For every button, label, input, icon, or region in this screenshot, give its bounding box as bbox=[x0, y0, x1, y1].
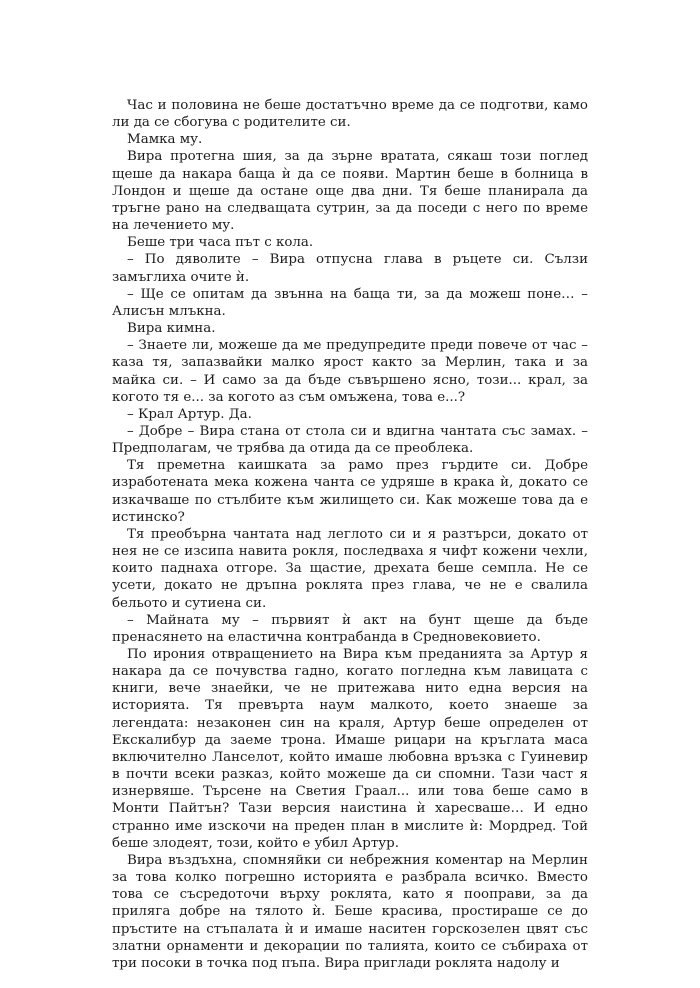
paragraph: Мамка му. bbox=[127, 132, 203, 148]
paragraph: Вира протегна шия, за да зърне вратата, сякаш този поглед щеше да накара баща ѝ да се появи. Мартин беше в болница в Лондон и щеше да остане още два дни. Тя беше планирала да тръгне рано на следващата сутрин, за да поседи с него по време на лечението му. bbox=[112, 149, 588, 234]
paragraph: – Крал Артур. Да. bbox=[127, 406, 252, 422]
book-page-text bbox=[112, 97, 588, 972]
paragraph: Час и половина не беше достатъчно време да се подготви, камо ли да се сбогува с родителите си. bbox=[112, 98, 588, 131]
paragraph: Беше три часа път с кола. bbox=[127, 235, 314, 251]
paragraph: Тя преобърна чантата над леглото си и я разтърси, докато от нея не се изсипа навита рокля, последваха я чифт кожени чехли, които паднаха отгоре. За щастие, дрехата беше семпла. Не се усети, докато не дръпна роклята през глава, че не е свалила бельото и сутиена си. bbox=[112, 526, 588, 611]
paragraph: – Майната му – първият ѝ акт на бунт щеше да бъде пренасянето на еластична контрабанда в Средновековието. bbox=[112, 612, 588, 645]
paragraph: Вира въздъхна, спомняйки си небрежния коментар на Мерлин за това колко погрешно историята е разбрала всичко. Вместо това се съсредоточи върху роклята, като я пооправи, за да приляга добре на тялото ѝ. Беше красива, простираше се до пръстите на стъпалата ѝ и имаше наситен горскозелен цвят със златни орнаменти и декорации по талията, които се събираха от три посоки в точка под пъпа. Вира приглади роклята надолу и bbox=[112, 852, 588, 971]
paragraph: – Добре – Вира стана от стола си и вдигна чантата със замах. – Предполагам, че трябва да отида да се преоблека. bbox=[112, 423, 588, 457]
paragraph: – Знаете ли, можеше да ме предупредите преди повече от час – каза тя, запазвайки малко ярост както за Мерлин, така и за майка си. – И само за да бъде съвършено ясно, този... крал, за когото тя е... за когото аз съм омъжена, това е...? bbox=[112, 338, 588, 405]
paragraph: По ирония отвращението на Вира към преданията за Артур я накара да се почувства гадно, когато погледна към лавицата с книги, вече знаейки, че не притежава нито една версия на историята. Тя превърта наум малкото, което знаеше за легендата: незаконен син на краля, Артур беше определен от Екскалибур да заеме трона. Имаше рицари на кръглата маса включително Ланселот, който имаше любовна връзка с Гуиневир в почти всеки разказ, който можеше да си спомни. Тази част я изнервяше. Търсене на Светия Граал... или това беше само в Монти Пайтън? Тази версия наистина ѝ харесваше… И едно странно име изскочи на преден план в мислите ѝ: Мордред. Той беше злодеят, този, който е убил Артур. bbox=[112, 647, 588, 851]
paragraph: Вира кимна. bbox=[127, 321, 216, 337]
paragraph: – Ще се опитам да звънна на баща ти, за да можеш поне… – Алисън млъкна. bbox=[112, 286, 588, 319]
paragraph: – По дяволите – Вира отпусна глава в ръцете си. Сълзи замъглиха очите ѝ. bbox=[112, 252, 588, 285]
paragraph: Тя преметна каишката за рамо през гърдите си. Добре изработената мека кожена чанта се удряше в крака ѝ, докато се изкачваше по стълбите към жилището си. Как можеше това да е истинско? bbox=[112, 458, 588, 525]
